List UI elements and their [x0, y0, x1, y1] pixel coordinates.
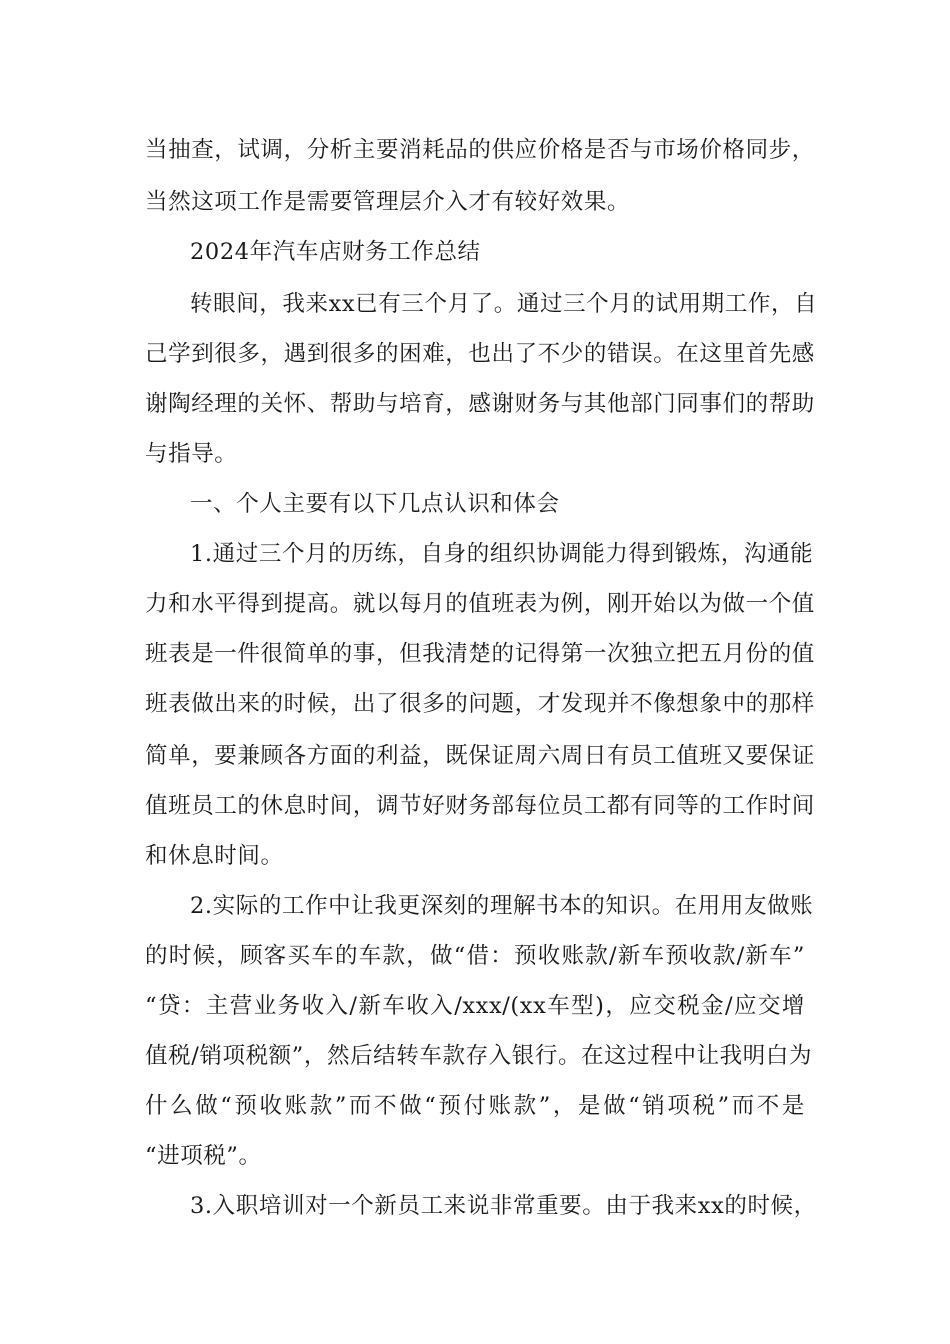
text-line: “进项税”。 [145, 1143, 262, 1169]
text-line: 己学到很多，遇到很多的困难，也出了不少的错误。在这里首先感 [145, 341, 815, 367]
text-line: 与指导。 [145, 441, 238, 467]
text-line: 简单，要兼顾各方面的利益，既保证周六周日有员工值班又要保证 [145, 743, 815, 769]
section-heading: 一、个人主要有以下几点认识和体会 [190, 491, 560, 517]
text-line: 当抽查，试调，分析主要消耗品的供应价格是否与市场价格同步， [145, 137, 815, 163]
text-line: 班表做出来的时候，出了很多的问题，才发现并不像想象中的那样 [145, 691, 815, 717]
section-title: 2024年汽车店财务工作总结 [190, 239, 481, 265]
text-line: 力和水平得到提高。就以每月的值班表为例，刚开始以为做一个值 [145, 591, 815, 617]
text-line: “贷：主营业务收入/新车收入/xxx/(xx车型)，应交税金/应交增 [145, 993, 805, 1019]
text-line: 的时候，顾客买车的车款，做“借：预收账款/新车预收款/新车” [145, 943, 805, 969]
text-line: 值班员工的休息时间，调节好财务部每位员工都有同等的工作时间 [145, 793, 815, 819]
text-line: 和休息时间。 [145, 843, 284, 869]
text-line: 当然这项工作是需要管理层介入才有较好效果。 [145, 189, 631, 215]
text-line: 值税/销项税额”，然后结转车款存入银行。在这过程中让我明白为 [145, 1043, 813, 1069]
text-line: 2.实际的工作中让我更深刻的理解书本的知识。在用用友做账 [190, 893, 814, 919]
text-line: 谢陶经理的关怀、帮助与培育，感谢财务与其他部门同事们的帮助 [145, 391, 815, 417]
text-line: 转眼间，我来xx已有三个月了。通过三个月的试用期工作，自 [190, 291, 818, 317]
text-line: 什么做“预收账款”而不做“预付账款”，是做“销项税”而不是 [145, 1093, 805, 1119]
text-line: 班表是一件很简单的事，但我清楚的记得第一次独立把五月份的值 [145, 641, 815, 667]
text-line: 1.通过三个月的历练，自身的组织协调能力得到锻炼，沟通能 [190, 541, 814, 567]
text-line: 3.入职培训对一个新员工来说非常重要。由于我来xx的时候， [190, 1193, 817, 1219]
